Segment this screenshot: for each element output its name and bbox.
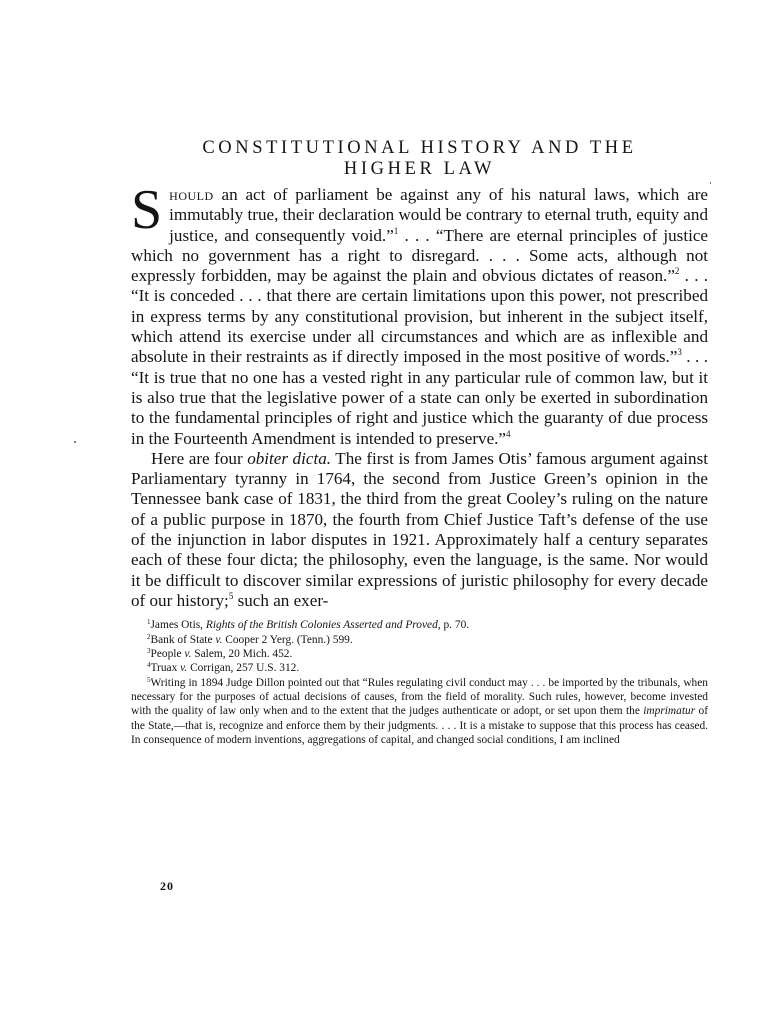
scan-speck — [710, 182, 711, 184]
paragraph-2-text-b: The first is from James Otis’ famous argument against Parliamentary tyranny in 1764, the second from Justice Green’s opinion in the Tennessee bank case of 1831, the third from the great Cooley’s ruling on the nature of a public purpose in 1870, the fourth from Chief Justice Taft’s defense of the use of the injunction in labor disputes in 1921. Approximately half a century separates each of these four dicta; the philosophy, even the language, is the same. Nor would it be difficult to discover similar expressions of juristic philosophy for every decade of our history; — [131, 448, 708, 610]
footnotes — [131, 618, 708, 747]
paragraph-2-italic: obiter dicta. — [247, 448, 332, 468]
drop-cap: S — [131, 179, 163, 241]
footnote-italic: v. — [215, 633, 223, 646]
footnote-text: People — [150, 647, 185, 660]
footnote-text: Corrigan, 257 U.S. 312. — [187, 662, 300, 675]
paragraph-1-text-b: . . . “There are eternal principles of justice which no government has a right to disregard. . . . Some acts, although not expressly forbidden, may be against the plain and obvious dictates of reason.” — [131, 225, 708, 286]
chapter-title-line-2: HIGHER LAW — [343, 159, 496, 179]
footnote-text: of the State,—that is, recognize and enforce them by their judgments. . . . It is a mistake to suppose that this process has ceased. In consequence of modern inventions, aggregations of capital, and changed social conditions, I am inclined — [131, 705, 708, 746]
footnote-1 — [131, 618, 708, 632]
chapter-title-line-1: CONSTITUTIONAL HISTORY AND THE — [202, 138, 637, 158]
paragraph-2-text-a: Here are four — [151, 448, 248, 468]
footnote-number: 5 — [147, 675, 151, 684]
footnote-text: Salem, 20 Mich. 452. — [191, 647, 293, 660]
footnote-text: Writing in 1894 Judge Dillon pointed out that “Rules regulating civil conduct may . . . be imported by the tribunals, when necessary for the purposes of actual decisions of causes, from the field of morality. Such rules, however, become invested with the quality of law only when and to the extent that the judges authenticate or adopt, or set upon them the — [131, 676, 708, 718]
footnote-italic: imprimatur — [643, 705, 696, 718]
paragraph-2 — [131, 449, 708, 611]
footnote-italic: v. — [184, 647, 192, 660]
chapter-title — [131, 138, 708, 180]
scan-speck — [74, 441, 76, 443]
footnote-text: p. 70. — [440, 619, 470, 632]
footnote-ref-1: 1 — [393, 225, 399, 236]
footnote-number: 4 — [147, 661, 151, 670]
footnote-text: Bank of State — [150, 633, 216, 646]
paragraph-2-text-c: such an exer- — [233, 590, 329, 610]
footnote-italic: Rights of the British Colonies Asserted and Proved, — [205, 619, 441, 632]
document-page — [131, 138, 708, 747]
footnote-number: 2 — [147, 632, 151, 641]
footnote-text: James Otis, — [150, 619, 206, 632]
footnote-ref-4: 4 — [506, 428, 511, 439]
footnote-text: Truax — [150, 662, 181, 675]
lead-small-caps: hould — [169, 185, 214, 204]
paragraph-1-text-c: . . . “It is conceded . . . that there are certain limitations upon this power, not prescribed in express terms by any constitutional provision, but inherent in the subject itself, which attend its exercise under all circumstances and which are as inflexible and absolute in their restraints as if directly imposed in the most positive of words.” — [131, 266, 708, 367]
paragraph-1 — [131, 179, 709, 449]
body-text — [131, 179, 709, 611]
footnote-number: 1 — [147, 618, 151, 627]
footnote-5 — [131, 676, 708, 748]
footnote-ref-3: 3 — [677, 347, 682, 358]
paragraph-1-text-d: . . . “It is true that no one has a vested right in any particular rule of common law, but it is also true that the legislative power of a state can only be exerted in subordination to the fundamental principles of right and justice which the guaranty of due process in the Fourteenth Amendment is intended to preserve.” — [131, 347, 709, 448]
footnote-number: 3 — [147, 646, 151, 655]
footnote-4 — [131, 661, 708, 675]
paragraph-1-text-a: an act of parliament be against any of his natural laws, which are immutably true, their declaration would be contrary to eternal truth, equity and justice, and consequently void.” — [169, 185, 708, 245]
footnote-ref-5: 5 — [228, 590, 234, 601]
footnote-3 — [131, 647, 708, 661]
page-number: 20 — [160, 879, 174, 893]
footnote-2 — [131, 633, 708, 647]
footnote-text: Cooper 2 Yerg. (Tenn.) 599. — [222, 633, 353, 646]
footnote-ref-2: 2 — [674, 266, 680, 277]
footnote-italic: v. — [180, 662, 188, 675]
